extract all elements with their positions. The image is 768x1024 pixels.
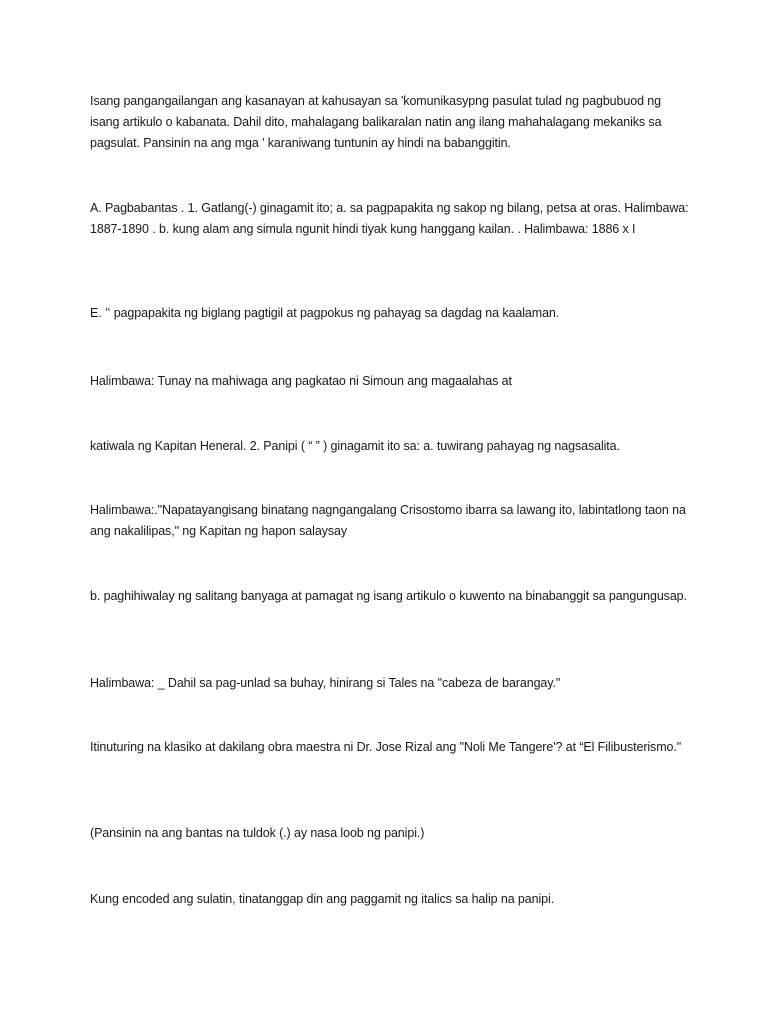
paragraph-halimbawa-tales: Halimbawa: _ Dahil sa pag-unlad sa buhay, hinirang si Tales na "cabeza de barangay." xyxy=(90,676,561,690)
paragraph-gatlang: A. Pagbabantas . 1. Gatlang(-) ginagamit ito; a. sa pagpapakita ng sakop ng bilang, petsa at oras. Halimbawa: 1887-1890 . b. kung alam ang simula ngunit hindi tiyak kung hanggang kailan. . Halimbawa: 1886 x I xyxy=(90,201,689,236)
paragraph-noli-fili: Itinuturing na klasiko at dakilang obra maestra ni Dr. Jose Rizal ang "Noli Me Tangere'? at “El Filibusterismo." xyxy=(90,740,682,754)
paragraph-panipi: katiwala ng Kapitan Heneral. 2. Panipi ( “ ” ) ginagamit ito sa: a. tuwirang pahayag ng nagsasalita. xyxy=(90,439,620,453)
paragraph-italics: Kung encoded ang sulatin, tinatanggap din ang paggamit ng italics sa halip na panipi. xyxy=(90,892,555,906)
paragraph-note-tuldok: (Pansinin na ang bantas na tuldok (.) ay nasa loob ng panipi.) xyxy=(90,826,425,840)
paragraph-biglang-pagtigil: E. ʻʻ pagpapakita ng biglang pagtigil at pagpokus ng pahayag sa dagdag na kaalaman. xyxy=(90,306,560,320)
paragraph-intro: Isang pangangailangan ang kasanayan at kahusayan sa 'komunikasypng pasulat tulad ng pagbubuod ng isang artikulo o kabanata. Dahil dito, mahalagang balikaralan natin ang ilang mahahalagang mekaniks sa pagsulat. Pansinin na ang mga ' karaniwang tuntunin ay hindi na babanggitin. xyxy=(90,94,662,150)
paragraph-halimbawa-simoun: Halimbawa: Tunay na mahiwaga ang pagkatao ni Simoun ang magaalahas at xyxy=(90,374,512,388)
paragraph-salitang-banyaga: b. paghihiwalay ng salitang banyaga at pamagat ng isang artikulo o kuwento na binabanggit sa pangungusap. xyxy=(90,589,687,603)
paragraph-halimbawa-crisostomo: Halimbawa:."Napatayangisang binatang nagngangalang Crisostomo ibarra sa lawang ito, labintatlong taon na ang nakalilipas," ng Kapitan ng hapon salaysay xyxy=(90,503,686,538)
